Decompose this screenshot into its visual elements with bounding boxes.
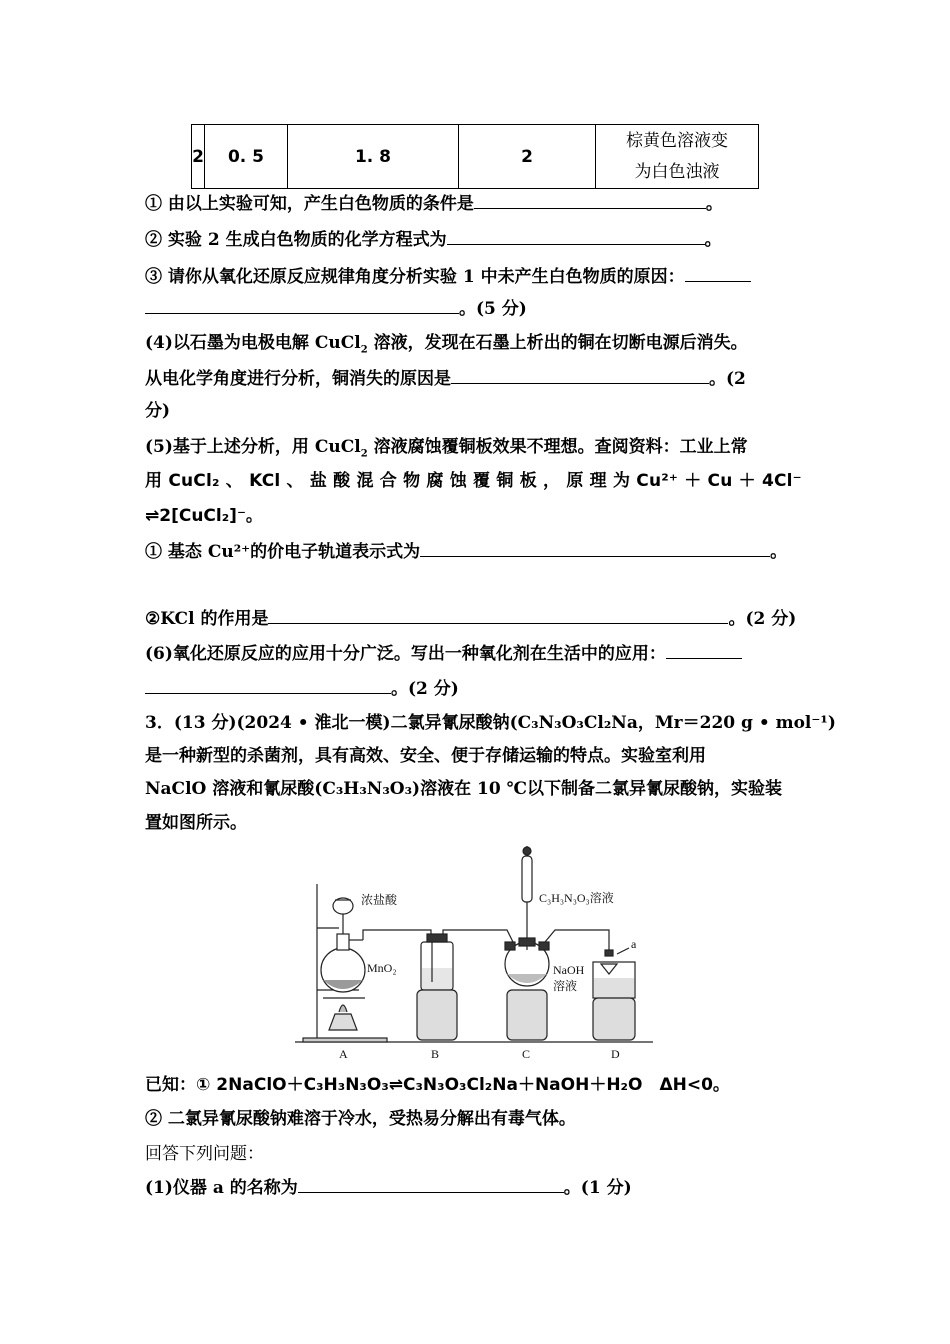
q6-line-2 xyxy=(145,677,810,700)
problem3-line-4 xyxy=(145,812,810,834)
answer-blank[interactable] xyxy=(451,367,709,384)
q4-text-a2: 溶液，发现在石墨上析出的铜在切断电源后消失。 xyxy=(367,333,748,353)
q4-line-3 xyxy=(145,400,810,422)
answer-blank[interactable] xyxy=(268,607,728,624)
q6-line-1 xyxy=(145,642,810,665)
table-cell: 0. 5 xyxy=(205,125,288,189)
naoh-label: NaOH xyxy=(553,963,585,977)
q3-2-line: ② 实验 2 生成白色物质的化学方程式为 。 xyxy=(145,230,722,250)
q3-3b-line xyxy=(145,297,810,320)
answer-prompt: 回答下列问题： xyxy=(145,1144,264,1164)
q4-text-c: 分) xyxy=(145,401,171,421)
known-2-text: ② 二氯异氰尿酸钠难溶于冷水，受热易分解出有毒气体。 xyxy=(145,1109,576,1129)
q4-text-a: (4)以石墨为电极电解 CuCl xyxy=(145,333,361,353)
q3-2-text: ② 实验 2 生成白色物质的化学方程式为 xyxy=(145,230,447,250)
q5-line-1: (5)基于上述分析，用 CuCl$_2$ 溶液腐蚀覆铜板效果不理想。查阅资料：工业上常 xyxy=(145,437,748,460)
problem3-text-c: NaClO 溶液和氰尿酸(C₃H₃N₃O₃)溶液在 10 ℃以下制备二氯异氰尿酸钠，实验装 xyxy=(145,779,782,799)
label-D: D xyxy=(611,1047,620,1061)
problem3-text-b: 是一种新型的杀菌剂，具有高效、安全、便于存储运输的特点。实验室利用 xyxy=(145,746,706,766)
q5-2-line xyxy=(145,607,810,630)
naoh-label-2: 溶液 xyxy=(553,979,578,993)
answer-blank[interactable] xyxy=(145,297,459,314)
q1-end: 。(1 分) xyxy=(563,1178,632,1198)
answer-prompt-line xyxy=(145,1143,810,1165)
reagent-label: C₃H₃N₃O₃溶液 xyxy=(539,891,614,905)
known-1-text: 已知：① 2NaClO＋C₃H₃N₃O₃⇌C₃N₃O₃Cl₂Na＋NaOH＋H₂O ΔH<0。 xyxy=(145,1075,730,1095)
q4-text-b: 从电化学角度进行分析，铜消失的原因是 xyxy=(145,369,451,389)
q4-text-b-end: 。(2 xyxy=(709,369,746,389)
q5-text-b: 用 CuCl₂ 、 KCl 、 盐 酸 混 合 物 腐 蚀 覆 铜 板 ， 原 理 为 Cu²⁺ ＋ Cu ＋ 4Cl⁻ xyxy=(145,471,802,491)
q5-line-2 xyxy=(145,470,810,492)
table-row xyxy=(192,125,759,189)
q1-line xyxy=(145,1176,810,1199)
label-C: C xyxy=(522,1047,531,1061)
q3-1-line: ① 由以上实验可知，产生白色物质的条件是 。 xyxy=(145,194,723,214)
apparatus-figure xyxy=(293,842,655,1064)
answer-blank[interactable] xyxy=(666,642,742,659)
q5-line-3 xyxy=(145,505,810,527)
table-cell-line: 棕黄色溶液变 xyxy=(626,130,728,151)
q5-text-a2: 溶液腐蚀覆铜板效果不理想。查阅资料：工业上常 xyxy=(367,437,748,457)
q3-3-end: 。(5 分) xyxy=(459,299,527,319)
q3-1-text: ① 由以上实验可知，产生白色物质的条件是 xyxy=(145,194,474,214)
q6-text-a: (6)氧化还原反应的应用十分广泛。写出一种氧化剂在生活中的应用： xyxy=(145,644,666,664)
instrument-a-label: a xyxy=(631,937,637,951)
answer-blank[interactable] xyxy=(447,228,705,245)
q5-text-c: ⇌2[CuCl₂]⁻。 xyxy=(145,506,263,526)
table-cell-line: 为白色浊液 xyxy=(634,161,720,182)
q5-2-text: ②KCl 的作用是 xyxy=(145,609,269,629)
answer-blank[interactable] xyxy=(685,265,751,282)
known-2-line xyxy=(145,1108,810,1130)
problem3-text-d: 置如图所示。 xyxy=(145,813,247,833)
problem3-line-3 xyxy=(145,778,810,800)
q5-2-end: 。(2 分) xyxy=(728,609,797,629)
q3-3-line xyxy=(145,265,810,288)
known-1-line xyxy=(145,1074,810,1096)
q3-3-text: ③ 请你从氧化还原反应规律角度分析实验 1 中未产生白色物质的原因： xyxy=(145,267,685,287)
problem3-line-1 xyxy=(145,712,836,734)
mno2-label: MnO₂ xyxy=(367,961,397,975)
q6-end: 。(2 分) xyxy=(391,679,459,699)
conc-hcl-label: 浓盐酸 xyxy=(361,893,398,907)
q5-1-text: ① 基态 Cu²⁺的价电子轨道表示式为 xyxy=(145,542,421,562)
q5-text-a1: (5)基于上述分析，用 CuCl xyxy=(145,437,361,457)
table-cell: 2 xyxy=(192,125,205,189)
table-cell xyxy=(596,125,759,189)
answer-blank[interactable] xyxy=(298,1176,564,1193)
label-B: B xyxy=(431,1047,440,1061)
answer-blank[interactable] xyxy=(145,677,391,694)
experiment-table xyxy=(191,124,759,189)
table-cell: 2 xyxy=(459,125,596,189)
q4-line-1: (4)以石墨为电极电解 CuCl$_2$ 溶液，发现在石墨上析出的铜在切断电源后消失。 xyxy=(145,333,748,356)
q5-1-line: ① 基态 Cu²⁺的价电子轨道表示式为 。 xyxy=(145,542,788,562)
q1-text: (1)仪器 a 的名称为 xyxy=(145,1178,298,1198)
answer-blank[interactable] xyxy=(474,192,706,209)
problem3-text-a: 3．(13 分)(2024 • 淮北一模)二氯异氰尿酸钠(C₃N₃O₃Cl₂Na，Mr＝220 g • mol⁻¹) xyxy=(145,713,836,733)
q4-line-2 xyxy=(145,367,810,390)
table-cell: 1. 8 xyxy=(288,125,459,189)
answer-blank[interactable] xyxy=(420,540,770,557)
problem3-line-2 xyxy=(145,745,810,767)
label-A: A xyxy=(339,1047,348,1061)
